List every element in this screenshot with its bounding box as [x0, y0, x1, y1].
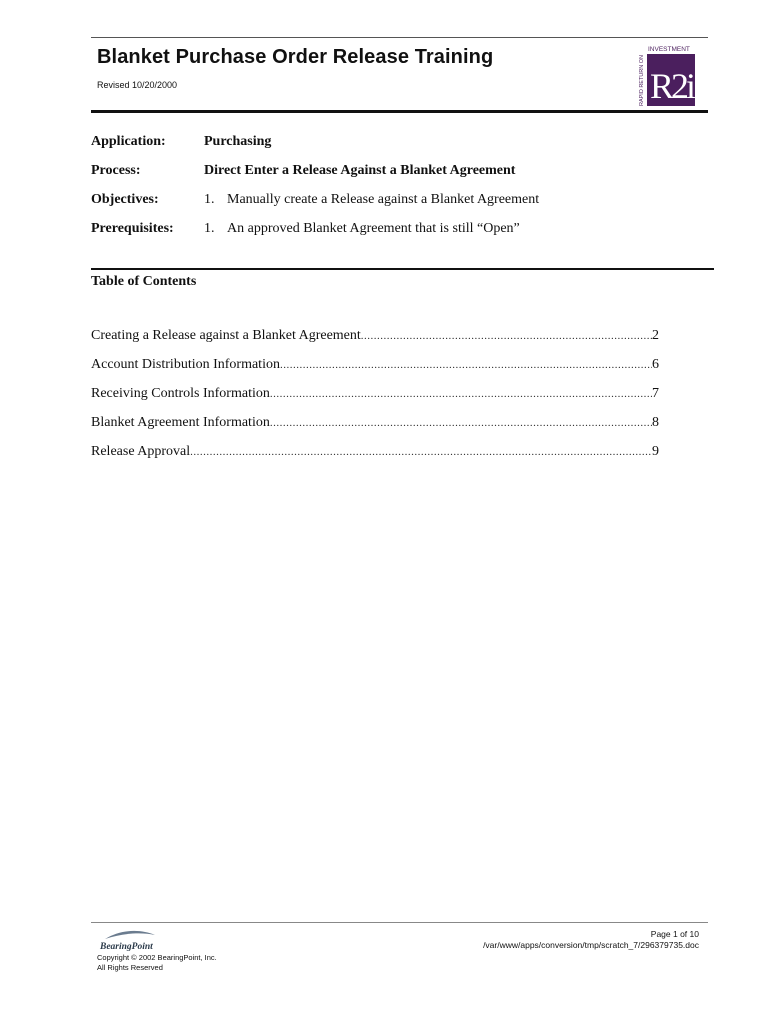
- copyright-text: Copyright © 2002 BearingPoint, Inc.: [97, 953, 217, 962]
- page-number: Page 1 of 10: [650, 929, 699, 939]
- toc-entry-text[interactable]: Release Approval: [91, 444, 191, 459]
- objectives-value: Manually create a Release against a Blanket Agreement: [227, 192, 540, 207]
- toc-entry-text[interactable]: Receiving Controls Information: [91, 386, 270, 401]
- application-label: Application:: [91, 134, 166, 149]
- application-value: Purchasing: [204, 134, 272, 149]
- logo-mark: R2i: [650, 66, 694, 106]
- process-label: Process:: [91, 163, 141, 178]
- prerequisites-number: 1.: [204, 221, 215, 236]
- toc-entry-text[interactable]: Account Distribution Information: [91, 357, 280, 372]
- header-top-rule: [91, 37, 708, 38]
- toc-leader-dots: [270, 417, 652, 429]
- prerequisites-item: [204, 221, 520, 237]
- document-title: Blanket Purchase Order Release Training: [97, 46, 494, 68]
- toc-entry-page[interactable]: 2: [652, 328, 659, 343]
- toc-entry-page[interactable]: 9: [652, 444, 659, 459]
- toc-entry[interactable]: [91, 357, 659, 375]
- process-value: Direct Enter a Release Against a Blanket Agreement: [204, 163, 516, 178]
- rights-text: All Rights Reserved: [97, 963, 163, 972]
- prerequisites-value: An approved Blanket Agreement that is still “Open”: [227, 221, 520, 236]
- toc-rule: [91, 268, 714, 270]
- toc-entry-page[interactable]: 8: [652, 415, 659, 430]
- toc-entry[interactable]: [91, 444, 659, 462]
- page-info: [483, 929, 699, 951]
- toc-leader-dots: [361, 330, 652, 342]
- toc-entry[interactable]: [91, 415, 659, 433]
- toc-leader-dots: [280, 359, 652, 371]
- revised-date: Revised 10/20/2000: [97, 80, 178, 90]
- objectives-label: Objectives:: [91, 192, 159, 207]
- toc-entry-page[interactable]: 7: [652, 386, 659, 401]
- toc-entry-text[interactable]: Creating a Release against a Blanket Agreement: [91, 328, 361, 343]
- footer-rule: [91, 922, 708, 923]
- header-bottom-rule: [91, 110, 708, 113]
- toc-entry-page[interactable]: 6: [652, 357, 659, 372]
- objectives-item: [204, 192, 539, 208]
- toc-leader-dots: [190, 446, 652, 458]
- objectives-number: 1.: [204, 192, 215, 207]
- toc-entry[interactable]: [91, 386, 659, 404]
- r2i-logo: [637, 44, 701, 106]
- toc-leader-dots: [270, 388, 652, 400]
- document-path: /var/www/apps/conversion/tmp/scratch_7/296379735.doc: [483, 940, 699, 950]
- toc-title: Table of Contents: [91, 274, 197, 289]
- toc-entry[interactable]: [91, 328, 659, 346]
- logo-top-text: INVESTMENT: [648, 46, 690, 53]
- logo-side-text: RAPID RETURN ON: [639, 54, 645, 106]
- bearingpoint-logo: [97, 929, 161, 953]
- toc-entry-text[interactable]: Blanket Agreement Information: [91, 415, 270, 430]
- bearingpoint-logo-text: BearingPoint: [100, 942, 153, 952]
- prerequisites-label: Prerequisites:: [91, 221, 174, 236]
